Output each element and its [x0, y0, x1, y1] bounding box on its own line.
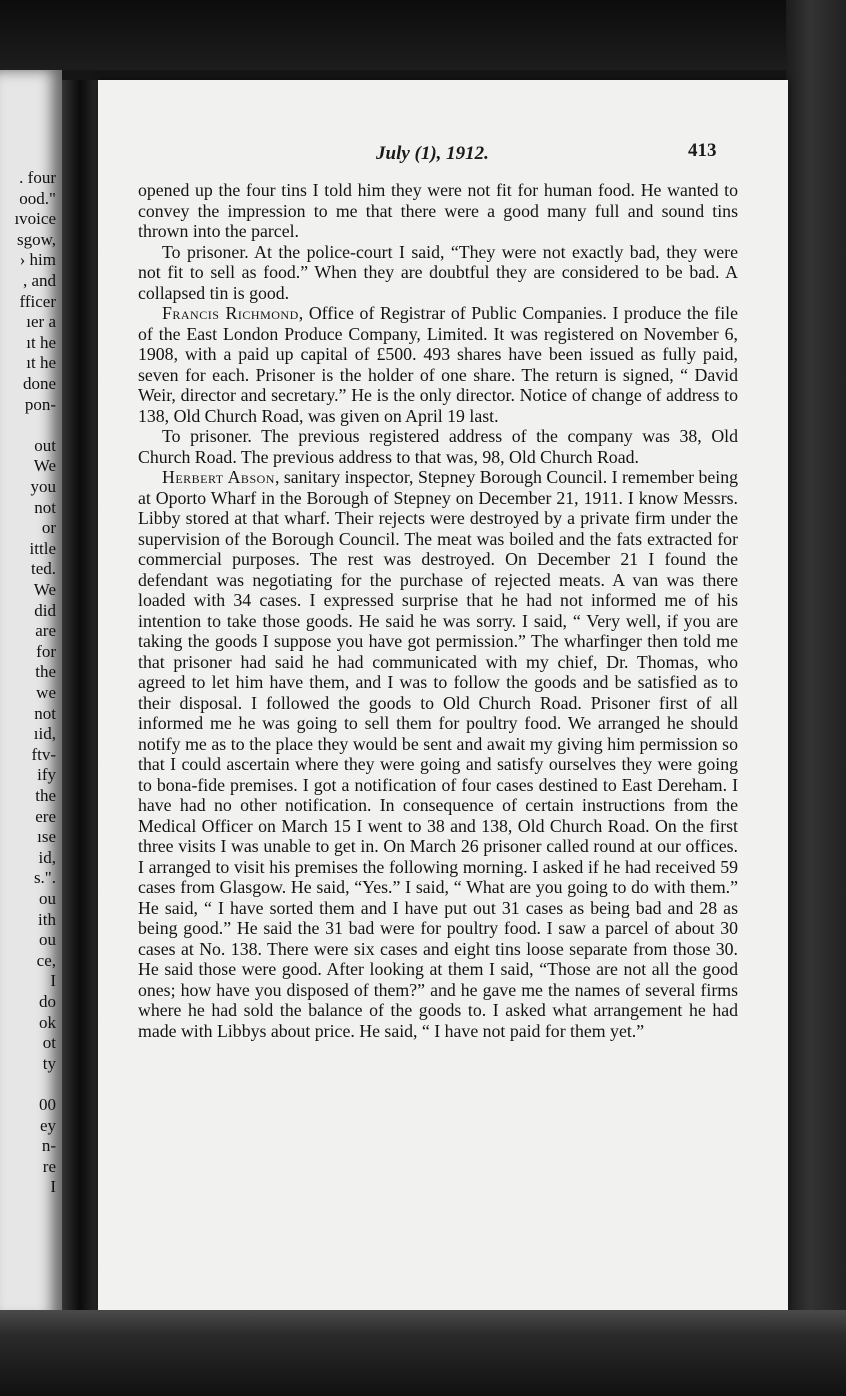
facing-page-line: ıt he — [26, 353, 56, 373]
facing-page-line: ıvoice — [14, 209, 56, 229]
facing-page-line: the — [35, 786, 56, 805]
facing-page-line: I — [50, 1177, 56, 1197]
film-border-top — [0, 0, 846, 70]
facing-page-line: We — [33, 580, 56, 599]
paragraph: Francis Richmond, Office of Registrar of Public Companies. I produce the file of the East London Produce Company, Limited. It was registered on November 6, 1908, with a paid up capital of £500. 493 shares have been issued as fully paid, seven for each. Prisoner is the holder of one share. The return is signed, “ David Weir, director and secretary.” He is the only director. Notice of change of address to 138, Old Church Road, was given on April 19 last. — [138, 303, 738, 426]
page-header — [98, 140, 788, 167]
facing-page-line: , and — [22, 271, 56, 290]
scanner-edge-bottom — [0, 1310, 846, 1396]
facing-page-line: 00 — [39, 1095, 56, 1114]
facing-page-line: . four — [19, 168, 56, 187]
film-border-right — [786, 0, 846, 1396]
facing-page-line: ey — [39, 1115, 56, 1135]
facing-page-line: not — [34, 703, 56, 723]
paragraph: To prisoner. At the police-court I said, “They were not exactly bad, they were not fit to sell as food.” When they are doubtful they are considered to be bad. A collapsed tin is good. — [138, 241, 738, 303]
facing-page-line: you — [30, 477, 56, 496]
witness-name: Herbert Abson — [162, 467, 275, 487]
facing-page-line: I — [50, 971, 56, 991]
facing-page-line: we — [36, 683, 56, 702]
facing-page-line: s.". — [33, 868, 56, 888]
facing-page-line: for — [36, 641, 56, 661]
facing-page-line: id, — [38, 847, 56, 867]
facing-page-line: ce, — [36, 950, 56, 970]
facing-page-line: do — [39, 992, 56, 1011]
paragraph: opened up the four tins I told him they were not fit for human food. He wanted to convey the impression to me that there were a good many full and sound tins thrown into the parcel. — [138, 180, 738, 241]
facing-page-line: n- — [41, 1136, 56, 1156]
facing-page-line: out — [34, 435, 56, 455]
facing-page-line: ith — [38, 909, 56, 929]
book-gutter — [62, 80, 98, 1320]
facing-page-line: the — [35, 662, 56, 682]
page-number: 413 — [688, 140, 717, 161]
facing-page-line: sgow, — [16, 229, 56, 249]
facing-page-line: ıid, — [33, 724, 56, 744]
facing-page-line: or — [41, 518, 56, 538]
facing-page-line: ou — [39, 889, 56, 908]
facing-page-line: ıer a — [26, 312, 56, 332]
facing-page-line: ıt he — [26, 332, 56, 352]
facing-page-line: fficer — [19, 291, 56, 311]
facing-page-line: We — [33, 456, 56, 476]
facing-page-line: are — [35, 621, 56, 641]
facing-page-line: ify — [37, 765, 56, 785]
facing-page-line: ok — [39, 1012, 56, 1032]
facing-page-line: pon- — [24, 394, 56, 414]
facing-page-line: re — [42, 1156, 56, 1176]
facing-page-line: ftv- — [31, 744, 56, 764]
document-page — [98, 80, 788, 1312]
facing-page-line: ood." — [19, 188, 56, 208]
paragraph: To prisoner. The previous registered address of the company was 38, Old Church Road. The previous address to that was, 98, Old Church Road. — [138, 426, 738, 467]
facing-page-line: did — [34, 600, 56, 620]
facing-page-line: ty — [42, 1053, 56, 1073]
facing-page-line: › him — [19, 250, 56, 270]
facing-page-line: ted. — [30, 559, 56, 579]
facing-page-fragment — [0, 70, 62, 1320]
paragraph: Herbert Abson, sanitary inspector, Stepney Borough Council. I remember being at Oporto Wharf in the Borough of Stepney on December 21, 1911. I know Messrs. Libby stored at that wharf. Their rejects were destroyed by a private firm under the supervision of the Borough Council. The meat was boiled and the fats extracted for commercial purposes. The rest was destroyed. On December 21 I found the defendant was negotiating for the purchase of rejected meats. A van was there loaded with 34 cases. I expressed surprise that he had not informed me of his intention to take those goods. He said he was sorry. I said, “ Very well, if you are taking the goods I suppose you have got permission.” The wharfinger then told me that prisoner had said he had communicated with my chief, Dr. Thomas, who agreed to let him have them, and I was to follow the goods and be satisfied as to their disposal. I followed the goods to Old Church Road. Prisoner first of all informed me he was going to sell them for poultry food. We arranged he should notify me as to the place they would be sent and await my giving him permission so that I could ascertain where they were going and satisfy ourselves they were going to bona-fide premises. I got a notification of four cases destined to East Dereham. I have had no other notification. In consequence of certain instructions from the Medical Officer on March 15 I went to 38 and 138, Old Church Road. On the first three visits I was unable to get in. On March 26 prisoner called round at our offices. I arranged to visit his premises the following morning. I asked if he had received 59 cases from Glasgow. He said, “Yes.” I said, “ What are you going to do with them.” He said, “ I have sorted them and I have put out 31 cases as being bad and 28 as being good.” He said the 31 bad were for poultry food. I saw a parcel of about 30 cases at No. 138. There were six cases and eight tins loose separate from those 30. He said those were good. After looking at them I said, “Those are not all the good ones; how have you disposed of them?” and he gave me the names of several firms where he had sold the balance of the goods to. I asked what arrangement he had made with Libbys about price. He said, “ I have not paid for them yet.” — [138, 467, 738, 1041]
facing-page-line: not — [34, 497, 56, 517]
facing-page-line: done — [22, 374, 56, 393]
facing-page-line: ou — [39, 930, 56, 950]
facing-page-line: ıse — [37, 827, 56, 847]
witness-name: Francis Richmond — [162, 303, 299, 323]
facing-page-line: ittle — [29, 538, 56, 558]
facing-page-line: ere — [35, 806, 56, 826]
facing-page-line: ot — [42, 1033, 56, 1053]
page-body — [138, 180, 738, 1041]
running-title: July (1), 1912. — [376, 143, 489, 164]
